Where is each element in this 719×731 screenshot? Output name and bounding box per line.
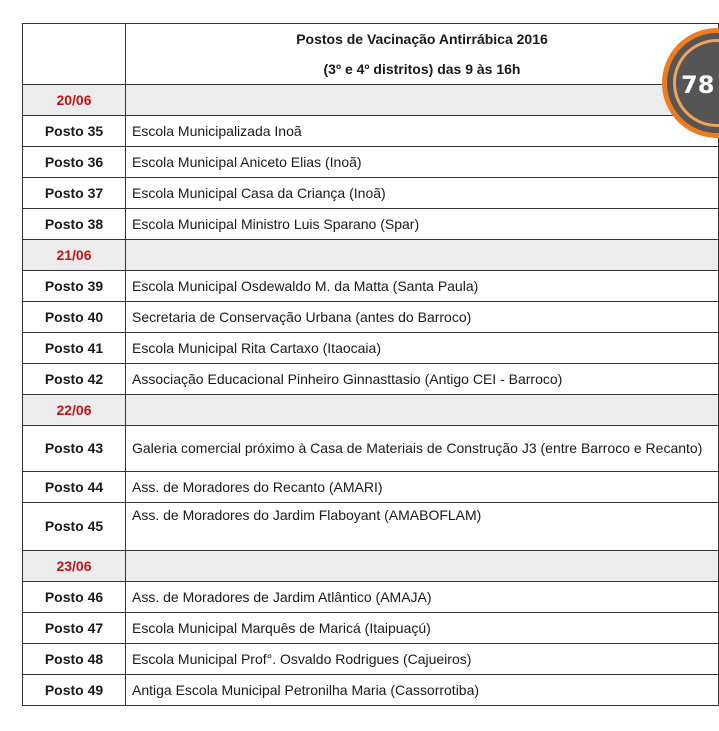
table-row bbox=[23, 147, 719, 178]
table-row bbox=[23, 209, 719, 240]
badge-number: 78 bbox=[681, 71, 715, 99]
posto-cell: Posto 43 bbox=[23, 426, 126, 472]
location-cell: Escola Municipal Aniceto Elias (Inoã) bbox=[126, 147, 719, 178]
posto-cell: Posto 40 bbox=[23, 302, 126, 333]
table-row bbox=[23, 333, 719, 364]
location-cell: Antiga Escola Municipal Petronilha Maria (Cassorrotiba) bbox=[126, 675, 719, 706]
date-empty-cell bbox=[126, 85, 719, 116]
schedule-table bbox=[22, 23, 719, 706]
location-cell: Escola Municipal Ministro Luis Sparano (Spar) bbox=[126, 209, 719, 240]
title-line-2: (3º e 4º distritos) das 9 às 16h bbox=[323, 61, 521, 77]
date-empty-cell bbox=[126, 551, 719, 582]
posto-cell: Posto 46 bbox=[23, 582, 126, 613]
table-row bbox=[23, 178, 719, 209]
posto-cell: Posto 35 bbox=[23, 116, 126, 147]
vaccination-schedule-sheet bbox=[22, 23, 719, 706]
table-row bbox=[23, 302, 719, 333]
posto-cell: Posto 36 bbox=[23, 147, 126, 178]
table-row bbox=[23, 582, 719, 613]
table-row bbox=[23, 503, 719, 551]
table-row bbox=[23, 271, 719, 302]
table-row bbox=[23, 613, 719, 644]
date-cell: 22/06 bbox=[23, 395, 126, 426]
title-line-1: Postos de Vacinação Antirrábica 2016 bbox=[296, 31, 548, 47]
location-cell: Escola Municipal Prof°. Osvaldo Rodrigues (Cajueiros) bbox=[126, 644, 719, 675]
posto-cell: Posto 47 bbox=[23, 613, 126, 644]
table-row bbox=[23, 644, 719, 675]
date-row bbox=[23, 240, 719, 271]
location-cell: Escola Municipalizada Inoã bbox=[126, 116, 719, 147]
table-row bbox=[23, 426, 719, 472]
location-cell: Ass. de Moradores do Jardim Flaboyant (AMABOFLAM) bbox=[126, 503, 719, 551]
posto-cell: Posto 38 bbox=[23, 209, 126, 240]
table-row bbox=[23, 116, 719, 147]
location-cell: Associação Educacional Pinheiro Ginnasttasio (Antigo CEI - Barroco) bbox=[126, 364, 719, 395]
location-cell: Secretaria de Conservação Urbana (antes do Barroco) bbox=[126, 302, 719, 333]
location-cell: Escola Municipal Casa da Criança (Inoã) bbox=[126, 178, 719, 209]
location-cell: Escola Municipal Marquês de Maricá (Itaipuaçú) bbox=[126, 613, 719, 644]
location-cell: Escola Municipal Osdewaldo M. da Matta (Santa Paula) bbox=[126, 271, 719, 302]
posto-cell: Posto 42 bbox=[23, 364, 126, 395]
table-row bbox=[23, 364, 719, 395]
header-empty-cell bbox=[23, 24, 126, 85]
posto-cell: Posto 45 bbox=[23, 503, 126, 551]
date-empty-cell bbox=[126, 240, 719, 271]
location-cell: Ass. de Moradores de Jardim Atlântico (AMAJA) bbox=[126, 582, 719, 613]
posto-cell: Posto 48 bbox=[23, 644, 126, 675]
location-cell: Escola Municipal Rita Cartaxo (Itaocaia) bbox=[126, 333, 719, 364]
table-row bbox=[23, 472, 719, 503]
location-cell: Galeria comercial próximo à Casa de Materiais de Construção J3 (entre Barroco e Recanto) bbox=[126, 426, 719, 472]
table-row bbox=[23, 675, 719, 706]
table-title bbox=[126, 24, 719, 85]
date-cell: 23/06 bbox=[23, 551, 126, 582]
date-cell: 20/06 bbox=[23, 85, 126, 116]
posto-cell: Posto 39 bbox=[23, 271, 126, 302]
header-row bbox=[23, 24, 719, 85]
date-cell: 21/06 bbox=[23, 240, 126, 271]
posto-cell: Posto 49 bbox=[23, 675, 126, 706]
date-empty-cell bbox=[126, 395, 719, 426]
date-row bbox=[23, 395, 719, 426]
date-row bbox=[23, 551, 719, 582]
posto-cell: Posto 41 bbox=[23, 333, 126, 364]
posto-cell: Posto 44 bbox=[23, 472, 126, 503]
date-row bbox=[23, 85, 719, 116]
location-cell: Ass. de Moradores do Recanto (AMARI) bbox=[126, 472, 719, 503]
posto-cell: Posto 37 bbox=[23, 178, 126, 209]
